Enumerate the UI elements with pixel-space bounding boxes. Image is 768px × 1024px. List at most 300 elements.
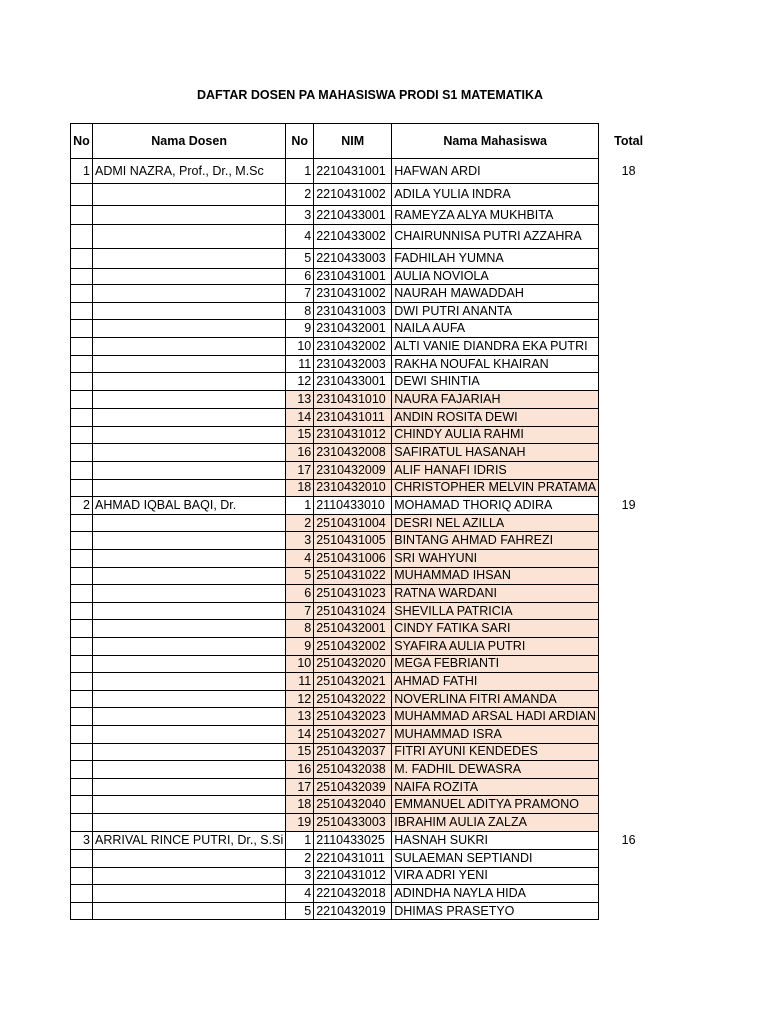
mahasiswa-no-cell: 4 (286, 550, 314, 568)
dosen-name-cell (93, 444, 286, 462)
header-nim: NIM (314, 124, 392, 159)
table-row (71, 620, 659, 638)
total-cell (599, 761, 659, 779)
dosen-name-cell (93, 391, 286, 409)
total-cell (599, 285, 659, 303)
dosen-no-cell (71, 620, 93, 638)
dosen-no-cell (71, 225, 93, 249)
dosen-no-cell (71, 302, 93, 320)
mahasiswa-name-cell: RATNA WARDANI (392, 585, 599, 603)
dosen-no-cell (71, 743, 93, 761)
dosen-name-cell (93, 690, 286, 708)
table-row (71, 778, 659, 796)
dosen-name-cell (93, 302, 286, 320)
dosen-no-cell: 3 (71, 831, 93, 850)
dosen-no-cell (71, 373, 93, 391)
mahasiswa-name-cell: MOHAMAD THORIQ ADIRA (392, 497, 599, 515)
dosen-no-cell (71, 902, 93, 920)
total-cell (599, 269, 659, 285)
total-cell (599, 620, 659, 638)
mahasiswa-no-cell: 17 (286, 778, 314, 796)
mahasiswa-name-cell: NAURAH MAWADDAH (392, 285, 599, 303)
total-cell: 16 (621, 832, 636, 847)
table-row (71, 391, 659, 409)
dosen-no-cell (71, 338, 93, 356)
nim-cell: 2310431003 (314, 302, 392, 320)
dosen-name-cell (93, 902, 286, 920)
dosen-name-cell (93, 461, 286, 479)
mahasiswa-no-cell: 6 (286, 269, 314, 285)
mahasiswa-name-cell: MUHAMMAD ARSAL HADI ARDIAN (392, 708, 599, 726)
table-row (71, 206, 659, 225)
nim-cell: 2210431011 (314, 850, 392, 868)
dosen-no-cell (71, 585, 93, 603)
nim-cell: 2210431002 (314, 184, 392, 206)
nim-cell: 2210432019 (314, 902, 392, 920)
dosen-name-cell (93, 885, 286, 903)
total-cell (599, 867, 659, 885)
table-row (71, 426, 659, 444)
total-cell (599, 320, 659, 338)
mahasiswa-name-cell: NAIFA ROZITA (392, 778, 599, 796)
advisor-table (70, 123, 659, 920)
dosen-name-cell (93, 673, 286, 691)
nim-cell: 2310432010 (314, 479, 392, 497)
dosen-no-cell (71, 725, 93, 743)
table-row (71, 725, 659, 743)
mahasiswa-name-cell: SULAEMAN SEPTIANDI (392, 850, 599, 868)
mahasiswa-no-cell: 11 (286, 673, 314, 691)
total-cell (599, 585, 659, 603)
nim-cell: 2310431001 (314, 269, 392, 285)
table-row (71, 638, 659, 656)
nim-cell: 2310433001 (314, 373, 392, 391)
mahasiswa-name-cell: MUHAMMAD IHSAN (392, 567, 599, 585)
nim-cell: 2510432040 (314, 796, 392, 814)
nim-cell: 2310432002 (314, 338, 392, 356)
document-title: DAFTAR DOSEN PA MAHASISWA PRODI S1 MATEMATIKA (196, 88, 544, 102)
mahasiswa-no-cell: 18 (286, 796, 314, 814)
dosen-name-cell (93, 743, 286, 761)
table-row (71, 497, 659, 515)
table-row (71, 585, 659, 603)
nim-cell: 2310432008 (314, 444, 392, 462)
total-cell (599, 373, 659, 391)
dosen-no-cell (71, 249, 93, 269)
table-row (71, 567, 659, 585)
header-total: Total (614, 133, 644, 148)
nim-cell: 2310431011 (314, 408, 392, 426)
mahasiswa-name-cell: AULIA NOVIOLA (392, 269, 599, 285)
mahasiswa-no-cell: 4 (286, 885, 314, 903)
mahasiswa-name-cell: SRI WAHYUNI (392, 550, 599, 568)
dosen-name-cell (93, 796, 286, 814)
header-dosen-no: No (71, 124, 93, 159)
dosen-no-cell (71, 514, 93, 532)
nim-cell: 2510431024 (314, 602, 392, 620)
mahasiswa-no-cell: 3 (286, 206, 314, 225)
dosen-no-cell (71, 638, 93, 656)
mahasiswa-no-cell: 15 (286, 426, 314, 444)
table-row (71, 408, 659, 426)
table-row (71, 867, 659, 885)
total-cell (599, 391, 659, 409)
mahasiswa-name-cell: DESRI NEL AZILLA (392, 514, 599, 532)
dosen-name-cell (93, 725, 286, 743)
table-row (71, 302, 659, 320)
nim-cell: 2110433010 (314, 497, 392, 515)
nim-cell: 2510432027 (314, 725, 392, 743)
dosen-name-cell (93, 708, 286, 726)
dosen-name-cell (93, 184, 286, 206)
header-row (71, 124, 659, 159)
mahasiswa-name-cell: ADINDHA NAYLA HIDA (392, 885, 599, 903)
dosen-name-cell (93, 602, 286, 620)
nim-cell: 2210433002 (314, 225, 392, 249)
mahasiswa-no-cell: 16 (286, 444, 314, 462)
total-cell (599, 338, 659, 356)
dosen-no-cell (71, 461, 93, 479)
dosen-no-cell (71, 206, 93, 225)
nim-cell: 2510432001 (314, 620, 392, 638)
dosen-no-cell (71, 479, 93, 497)
dosen-name-cell (93, 249, 286, 269)
dosen-no-cell (71, 320, 93, 338)
table-row (71, 461, 659, 479)
dosen-no-cell (71, 391, 93, 409)
total-cell: 19 (621, 498, 636, 513)
mahasiswa-no-cell: 1 (286, 831, 314, 850)
dosen-no-cell (71, 690, 93, 708)
mahasiswa-name-cell: DWI PUTRI ANANTA (392, 302, 599, 320)
table-row (71, 550, 659, 568)
nim-cell: 2510432020 (314, 655, 392, 673)
nim-cell: 2310431010 (314, 391, 392, 409)
nim-cell: 2310431002 (314, 285, 392, 303)
dosen-name-cell (93, 550, 286, 568)
nim-cell: 2210431001 (314, 159, 392, 184)
total-cell (599, 355, 659, 373)
dosen-no-cell (71, 355, 93, 373)
nim-cell: 2310431012 (314, 426, 392, 444)
mahasiswa-no-cell: 1 (286, 159, 314, 184)
dosen-name-cell (93, 338, 286, 356)
nim-cell: 2510432021 (314, 673, 392, 691)
dosen-no-cell (71, 550, 93, 568)
dosen-name-cell (93, 285, 286, 303)
mahasiswa-name-cell: ADILA YULIA INDRA (392, 184, 599, 206)
nim-cell: 2310432009 (314, 461, 392, 479)
table-row (71, 602, 659, 620)
nim-cell: 2210431012 (314, 867, 392, 885)
nim-cell: 2510432023 (314, 708, 392, 726)
table-row (71, 159, 659, 184)
nim-cell: 2510431022 (314, 567, 392, 585)
table-body (71, 159, 659, 920)
total-cell: 18 (621, 163, 636, 178)
total-cell (599, 479, 659, 497)
nim-cell: 2510432022 (314, 690, 392, 708)
dosen-no-cell (71, 850, 93, 868)
dosen-no-cell (71, 285, 93, 303)
dosen-name-cell (93, 532, 286, 550)
dosen-name-cell (93, 355, 286, 373)
table-row (71, 225, 659, 249)
dosen-name-cell (93, 813, 286, 831)
dosen-no-cell: 1 (71, 159, 93, 184)
dosen-no-cell (71, 778, 93, 796)
total-cell (599, 444, 659, 462)
table-row (71, 249, 659, 269)
mahasiswa-no-cell: 13 (286, 708, 314, 726)
total-cell (599, 885, 659, 903)
table-row (71, 479, 659, 497)
table-row (71, 885, 659, 903)
mahasiswa-no-cell: 5 (286, 567, 314, 585)
dosen-no-cell (71, 867, 93, 885)
mahasiswa-name-cell: SHEVILLA PATRICIA (392, 602, 599, 620)
dosen-no-cell (71, 184, 93, 206)
mahasiswa-no-cell: 2 (286, 850, 314, 868)
mahasiswa-no-cell: 1 (286, 497, 314, 515)
total-cell (599, 550, 659, 568)
mahasiswa-name-cell: ALIF HANAFI IDRIS (392, 461, 599, 479)
mahasiswa-no-cell: 2 (286, 514, 314, 532)
total-cell (599, 408, 659, 426)
mahasiswa-no-cell: 5 (286, 249, 314, 269)
mahasiswa-name-cell: ALTI VANIE DIANDRA EKA PUTRI (392, 338, 599, 356)
dosen-name-cell (93, 408, 286, 426)
dosen-name-cell (93, 655, 286, 673)
total-cell (599, 206, 659, 225)
mahasiswa-name-cell: M. FADHIL DEWASRA (392, 761, 599, 779)
mahasiswa-name-cell: HASNAH SUKRI (392, 831, 599, 850)
dosen-name-cell (93, 638, 286, 656)
total-cell (599, 602, 659, 620)
mahasiswa-name-cell: SYAFIRA AULIA PUTRI (392, 638, 599, 656)
mahasiswa-no-cell: 16 (286, 761, 314, 779)
header-nama-dosen: Nama Dosen (93, 124, 286, 159)
dosen-name-cell (93, 585, 286, 603)
mahasiswa-name-cell: BINTANG AHMAD FAHREZI (392, 532, 599, 550)
mahasiswa-name-cell: CINDY FATIKA SARI (392, 620, 599, 638)
header-nama-mahasiswa: Nama Mahasiswa (392, 124, 599, 159)
total-cell (599, 850, 659, 868)
table-row (71, 673, 659, 691)
dosen-no-cell (71, 761, 93, 779)
nim-cell: 2510432039 (314, 778, 392, 796)
mahasiswa-name-cell: NAURA FAJARIAH (392, 391, 599, 409)
mahasiswa-name-cell: DEWI SHINTIA (392, 373, 599, 391)
table-row (71, 761, 659, 779)
nim-cell: 2310432001 (314, 320, 392, 338)
dosen-no-cell (71, 426, 93, 444)
dosen-name-cell (93, 225, 286, 249)
dosen-name-cell (93, 778, 286, 796)
table-row (71, 902, 659, 920)
dosen-no-cell (71, 269, 93, 285)
mahasiswa-no-cell: 12 (286, 690, 314, 708)
dosen-name-cell: AHMAD IQBAL BAQI, Dr. (93, 497, 286, 515)
mahasiswa-no-cell: 14 (286, 408, 314, 426)
dosen-name-cell (93, 373, 286, 391)
dosen-no-cell (71, 655, 93, 673)
mahasiswa-no-cell: 2 (286, 184, 314, 206)
mahasiswa-name-cell: FADHILAH YUMNA (392, 249, 599, 269)
mahasiswa-no-cell: 3 (286, 867, 314, 885)
mahasiswa-name-cell: NOVERLINA FITRI AMANDA (392, 690, 599, 708)
mahasiswa-no-cell: 19 (286, 813, 314, 831)
total-cell (599, 225, 659, 249)
total-cell (599, 902, 659, 920)
table-row (71, 831, 659, 850)
dosen-name-cell (93, 426, 286, 444)
nim-cell: 2510432037 (314, 743, 392, 761)
dosen-no-cell (71, 796, 93, 814)
table-row (71, 269, 659, 285)
table-row (71, 743, 659, 761)
mahasiswa-name-cell: NAILA AUFA (392, 320, 599, 338)
table-row (71, 373, 659, 391)
total-cell (599, 249, 659, 269)
table-row (71, 796, 659, 814)
dosen-name-cell (93, 269, 286, 285)
mahasiswa-no-cell: 18 (286, 479, 314, 497)
mahasiswa-no-cell: 4 (286, 225, 314, 249)
table-row (71, 514, 659, 532)
mahasiswa-no-cell: 10 (286, 655, 314, 673)
dosen-no-cell (71, 708, 93, 726)
total-cell (599, 514, 659, 532)
mahasiswa-name-cell: CHINDY AULIA RAHMI (392, 426, 599, 444)
total-cell (599, 567, 659, 585)
dosen-name-cell (93, 567, 286, 585)
dosen-name-cell (93, 479, 286, 497)
dosen-name-cell (93, 867, 286, 885)
dosen-name-cell (93, 206, 286, 225)
mahasiswa-no-cell: 7 (286, 602, 314, 620)
mahasiswa-no-cell: 15 (286, 743, 314, 761)
nim-cell: 2510433003 (314, 813, 392, 831)
table-row (71, 320, 659, 338)
header-mahasiswa-no: No (286, 124, 314, 159)
mahasiswa-no-cell: 17 (286, 461, 314, 479)
mahasiswa-name-cell: MUHAMMAD ISRA (392, 725, 599, 743)
mahasiswa-name-cell: DHIMAS PRASETYO (392, 902, 599, 920)
mahasiswa-no-cell: 10 (286, 338, 314, 356)
total-cell (599, 725, 659, 743)
mahasiswa-no-cell: 7 (286, 285, 314, 303)
nim-cell: 2210432018 (314, 885, 392, 903)
dosen-name-cell (93, 620, 286, 638)
dosen-no-cell (71, 673, 93, 691)
table-row (71, 355, 659, 373)
dosen-name-cell: ARRIVAL RINCE PUTRI, Dr., S.Si (93, 831, 286, 850)
total-cell (599, 708, 659, 726)
table-row (71, 285, 659, 303)
mahasiswa-name-cell: FITRI AYUNI KENDEDES (392, 743, 599, 761)
table-row (71, 813, 659, 831)
nim-cell: 2510432038 (314, 761, 392, 779)
nim-cell: 2310432003 (314, 355, 392, 373)
total-cell (599, 461, 659, 479)
table-row (71, 184, 659, 206)
mahasiswa-no-cell: 14 (286, 725, 314, 743)
dosen-no-cell: 2 (71, 497, 93, 515)
mahasiswa-name-cell: EMMANUEL ADITYA PRAMONO (392, 796, 599, 814)
total-cell (599, 796, 659, 814)
dosen-name-cell (93, 320, 286, 338)
dosen-name-cell (93, 761, 286, 779)
mahasiswa-name-cell: ANDIN ROSITA DEWI (392, 408, 599, 426)
table-row (71, 690, 659, 708)
mahasiswa-name-cell: MEGA FEBRIANTI (392, 655, 599, 673)
table-row (71, 708, 659, 726)
mahasiswa-no-cell: 12 (286, 373, 314, 391)
total-cell (599, 655, 659, 673)
mahasiswa-no-cell: 9 (286, 320, 314, 338)
nim-cell: 2510431023 (314, 585, 392, 603)
mahasiswa-name-cell: RAKHA NOUFAL KHAIRAN (392, 355, 599, 373)
nim-cell: 2510431005 (314, 532, 392, 550)
dosen-no-cell (71, 444, 93, 462)
mahasiswa-name-cell: CHRISTOPHER MELVIN PRATAMA (392, 479, 599, 497)
dosen-no-cell (71, 408, 93, 426)
nim-cell: 2510431004 (314, 514, 392, 532)
total-cell (599, 426, 659, 444)
nim-cell: 2510432002 (314, 638, 392, 656)
mahasiswa-name-cell: SAFIRATUL HASANAH (392, 444, 599, 462)
mahasiswa-no-cell: 9 (286, 638, 314, 656)
mahasiswa-name-cell: AHMAD FATHI (392, 673, 599, 691)
mahasiswa-no-cell: 6 (286, 585, 314, 603)
nim-cell: 2510431006 (314, 550, 392, 568)
dosen-no-cell (71, 813, 93, 831)
mahasiswa-no-cell: 13 (286, 391, 314, 409)
dosen-no-cell (71, 885, 93, 903)
table-row (71, 850, 659, 868)
dosen-name-cell: ADMI NAZRA, Prof., Dr., M.Sc (93, 159, 286, 184)
dosen-name-cell (93, 514, 286, 532)
mahasiswa-no-cell: 11 (286, 355, 314, 373)
total-cell (599, 813, 659, 831)
dosen-no-cell (71, 532, 93, 550)
mahasiswa-name-cell: VIRA ADRI YENI (392, 867, 599, 885)
mahasiswa-no-cell: 5 (286, 902, 314, 920)
total-cell (599, 673, 659, 691)
total-cell (599, 778, 659, 796)
total-cell (599, 532, 659, 550)
mahasiswa-name-cell: IBRAHIM AULIA ZALZA (392, 813, 599, 831)
total-cell (599, 302, 659, 320)
nim-cell: 2210433003 (314, 249, 392, 269)
mahasiswa-name-cell: CHAIRUNNISA PUTRI AZZAHRA (392, 225, 599, 249)
table-row (71, 338, 659, 356)
mahasiswa-name-cell: RAMEYZA ALYA MUKHBITA (392, 206, 599, 225)
table-row (71, 444, 659, 462)
mahasiswa-no-cell: 8 (286, 620, 314, 638)
table-row (71, 655, 659, 673)
dosen-no-cell (71, 602, 93, 620)
dosen-no-cell (71, 567, 93, 585)
total-cell (599, 184, 659, 206)
total-cell (599, 690, 659, 708)
nim-cell: 2210433001 (314, 206, 392, 225)
total-cell (599, 743, 659, 761)
dosen-name-cell (93, 850, 286, 868)
mahasiswa-no-cell: 8 (286, 302, 314, 320)
nim-cell: 2110433025 (314, 831, 392, 850)
